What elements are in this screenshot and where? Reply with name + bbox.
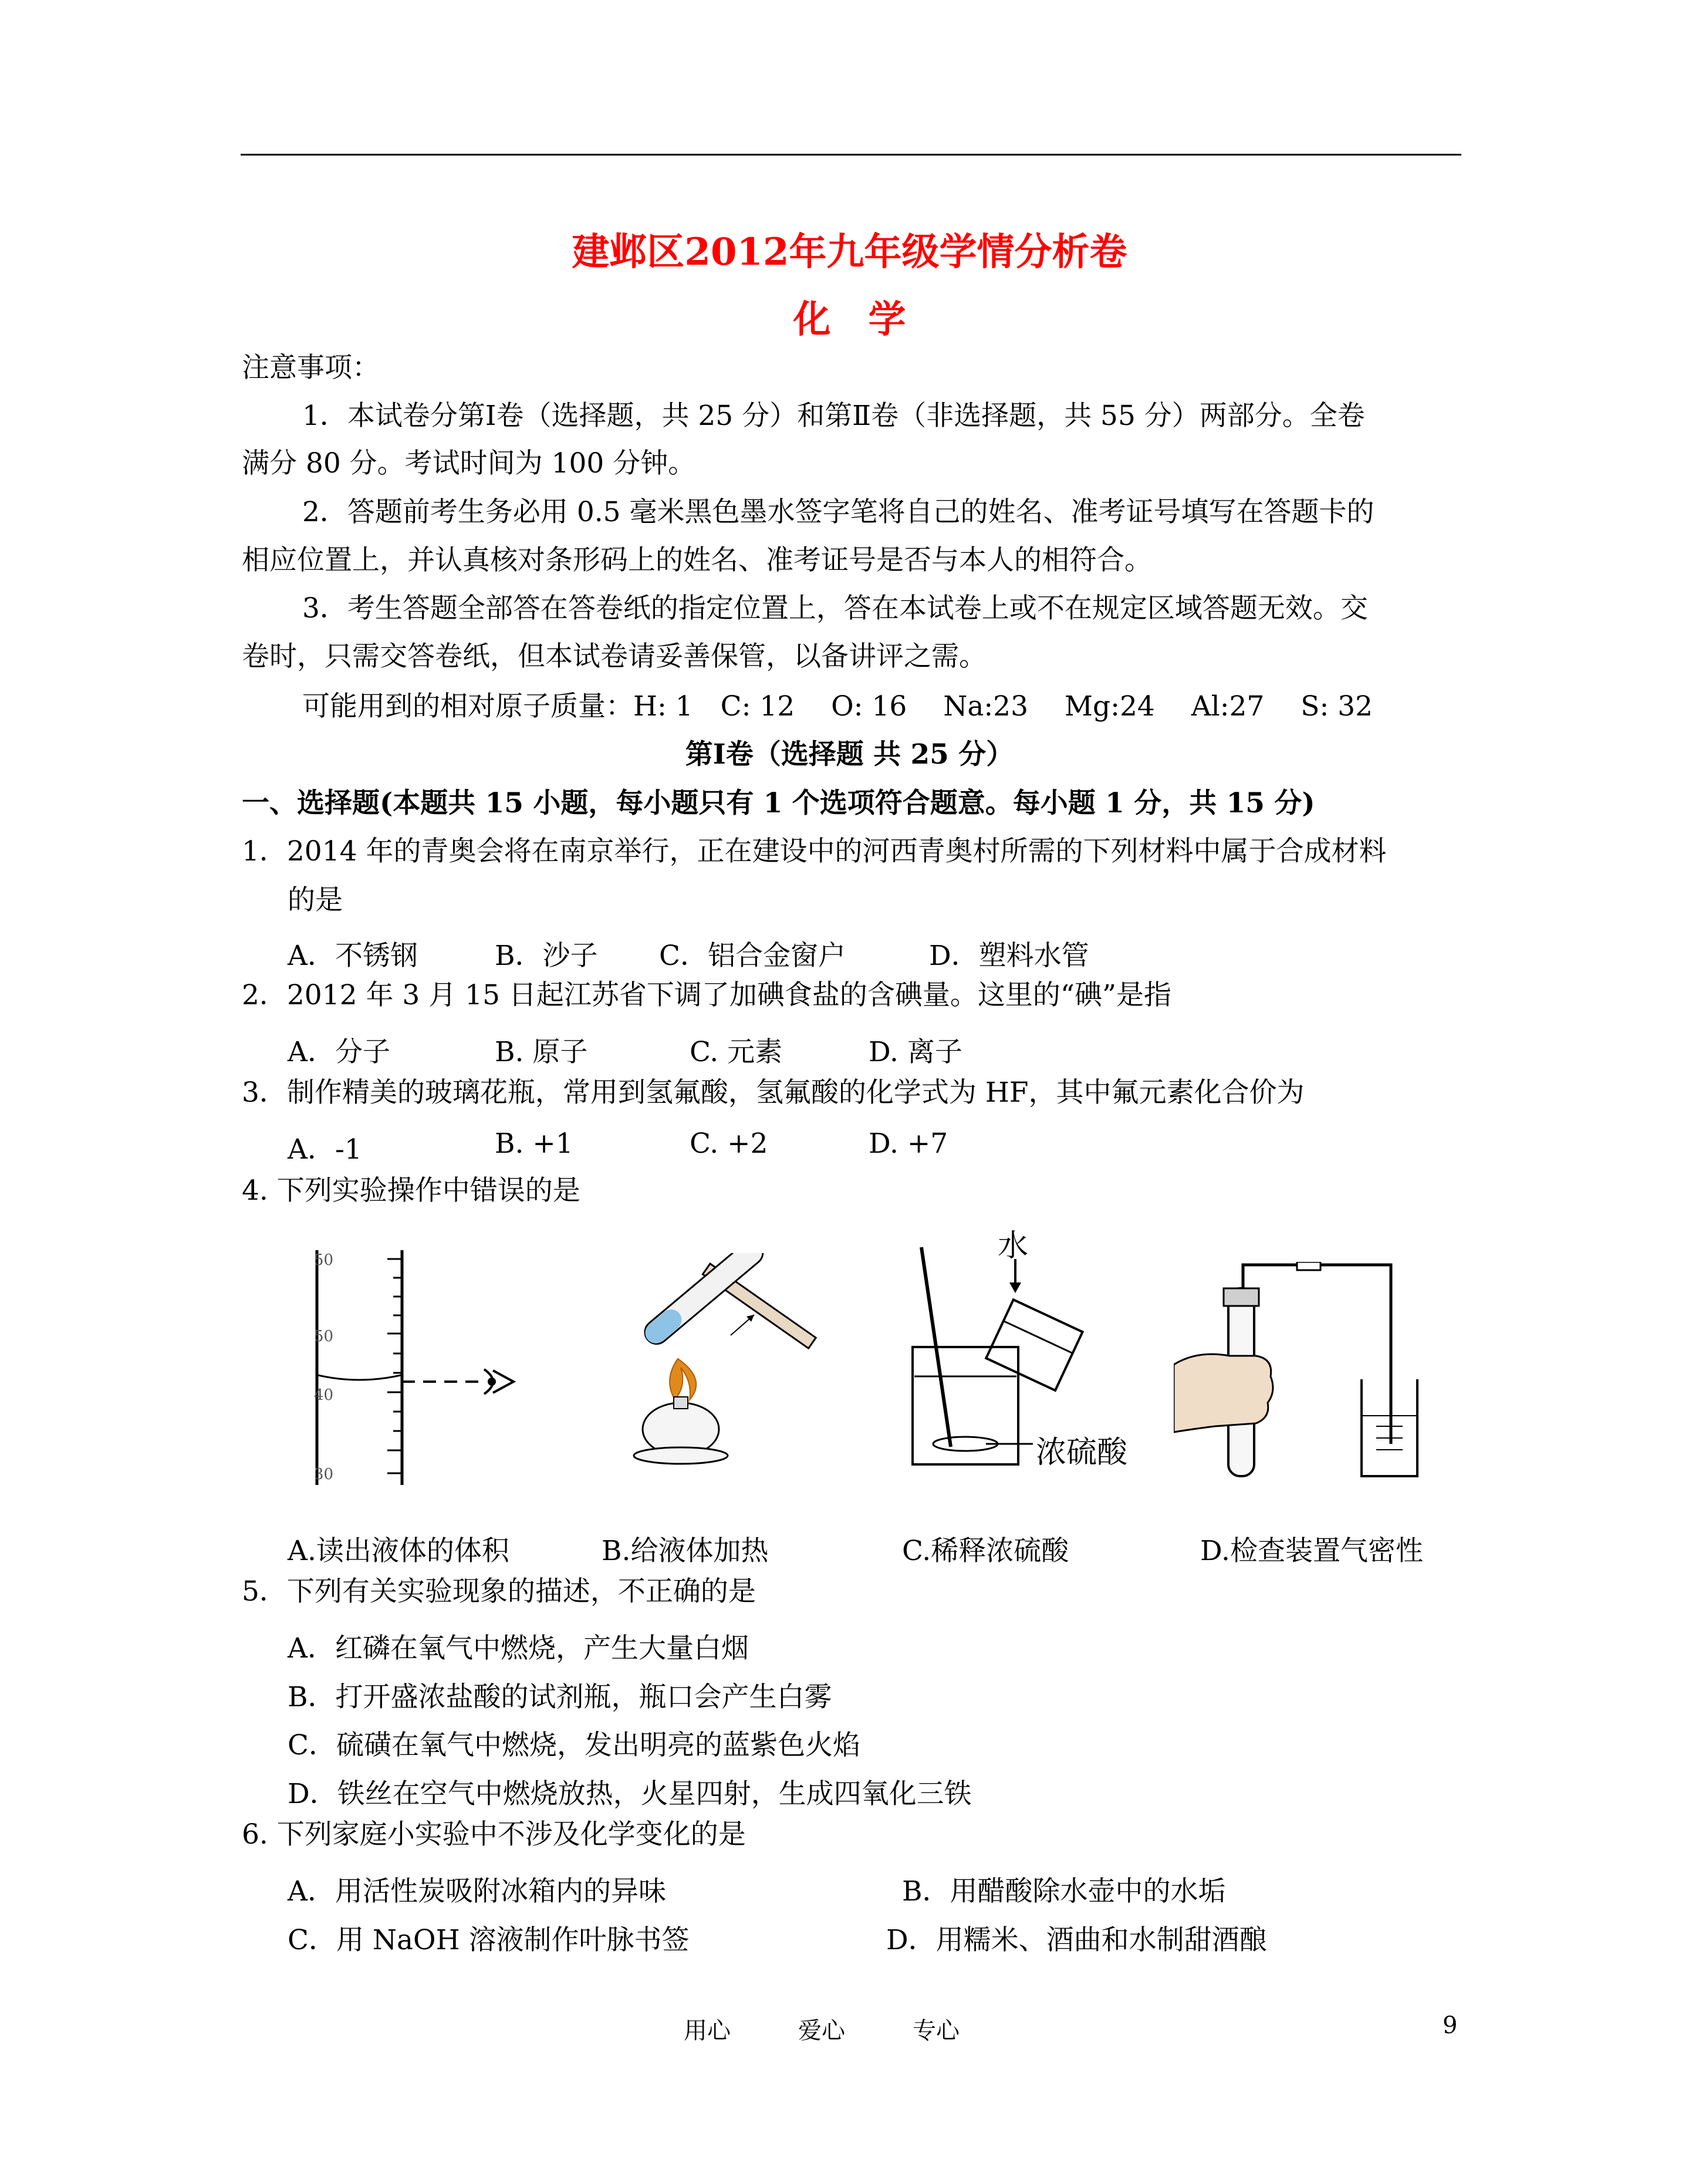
question-1-stem: 1．2014 年的青奥会将在南京举行，正在建设中的河西青奥村所需的下列材料中属于合成材料 — [242, 835, 1387, 867]
footer-motto-3: 专心 — [913, 2017, 960, 2044]
notice-item-2-line-2: 相应位置上，并认真核对条形码上的姓名、准考证号是否与本人的相符合。 — [242, 544, 1152, 576]
q1-option-d: D．塑料水管 — [929, 940, 1089, 972]
figure-b-caption: B.给液体加热 — [602, 1535, 769, 1567]
notice-item-1-line-1: 1．本试卷分第Ⅰ卷（选择题，共 25 分）和第Ⅱ卷（非选择题，共 55 分）两部分。全卷 — [302, 400, 1365, 432]
figure-b-heating-liquid — [604, 1253, 851, 1488]
question-1-stem-cont: 的是 — [288, 884, 343, 916]
q1-option-a: A．不锈钢 — [288, 940, 418, 972]
figure-c-caption: C.稀释浓硫酸 — [902, 1535, 1069, 1567]
water-label: 水 — [998, 1228, 1029, 1264]
question-4-stem: 4. 下列实验操作中错误的是 — [242, 1174, 580, 1207]
notice-item-3-line-2: 卷时，只需交答卷纸，但本试卷请妥善保管，以备讲评之需。 — [242, 640, 987, 673]
cylinder-tick-label: 30 — [314, 1466, 334, 1483]
q5-option-a: A．红磷在氧气中燃烧，产生大量白烟 — [288, 1632, 749, 1665]
question-3-stem: 3．制作精美的玻璃花瓶，常用到氢氟酸，氢氟酸的化学式为 HF，其中氟元素化合价为 — [242, 1076, 1305, 1109]
q2-option-c: C. 元素 — [690, 1036, 783, 1068]
question-6-stem: 6. 下列家庭小实验中不涉及化学变化的是 — [242, 1818, 746, 1851]
figure-a-caption: A.读出液体的体积 — [288, 1535, 509, 1567]
atomic-masses: 可能用到的相对原子质量：H: 1 C: 12 O: 16 Na:23 Mg:24 Al:27 S: 32 — [302, 690, 1373, 723]
q1-option-b: B．沙子 — [495, 940, 598, 972]
section-1-title: 第Ⅰ卷（选择题 共 25 分） — [685, 738, 1014, 771]
figure-d-caption: D.检查装置气密性 — [1200, 1535, 1423, 1567]
q3-option-b: B. +1 — [495, 1128, 573, 1160]
header-rule — [241, 154, 1461, 156]
q2-option-d: D. 离子 — [869, 1036, 962, 1068]
notice-heading: 注意事项： — [242, 352, 380, 384]
figure-a-cylinder-reading — [305, 1247, 540, 1488]
q5-option-c: C．硫磺在氧气中燃烧，发出明亮的蓝紫色火焰 — [288, 1729, 860, 1761]
concentrated-acid-label: 浓硫酸 — [1036, 1435, 1128, 1470]
q3-option-a: A．-1 — [288, 1133, 362, 1166]
q5-option-d: D．铁丝在空气中燃烧放热，火星四射，生成四氧化三铁 — [288, 1778, 972, 1810]
q1-option-c: C．铝合金窗户 — [659, 940, 846, 972]
q6-option-a: A．用活性炭吸附冰箱内的异味 — [288, 1875, 666, 1908]
q5-option-b: B．打开盛浓盐酸的试剂瓶，瓶口会产生白雾 — [288, 1681, 832, 1713]
q3-option-d: D. +7 — [869, 1128, 948, 1160]
q2-option-a: A．分子 — [288, 1036, 390, 1068]
notice-item-2-line-1: 2．答题前考生务必用 0.5 毫米黑色墨水签字笔将自己的姓名、准考证号填写在答题卡的 — [302, 496, 1374, 528]
notice-item-3-line-1: 3．考生答题全部答在答卷纸的指定位置上，答在本试卷上或不在规定区域答题无效。交 — [302, 592, 1368, 625]
cylinder-tick-label: 50 — [314, 1328, 334, 1345]
exam-title: 建邺区2012年九年级学情分析卷 — [572, 230, 1127, 274]
q6-option-c: C．用 NaOH 溶液制作叶脉书签 — [288, 1924, 690, 1956]
q3-option-c: C. +2 — [690, 1128, 768, 1160]
subject-title: 化 学 — [793, 298, 906, 342]
part-1-title: 一、选择题(本题共 15 小题，每小题只有 1 个选项符合题意。每小题 1 分，共 15 分) — [242, 787, 1315, 819]
cylinder-tick-label: 40 — [314, 1386, 334, 1404]
question-5-stem: 5．下列有关实验现象的描述，不正确的是 — [242, 1575, 756, 1608]
footer-motto-2: 爱心 — [798, 2017, 845, 2044]
question-2-stem: 2．2012 年 3 月 15 日起江苏省下调了加碘食盐的含碘量。这里的“碘”是指 — [242, 979, 1171, 1011]
notice-item-1-line-2: 满分 80 分。考试时间为 100 分钟。 — [242, 447, 696, 480]
q2-option-b: B. 原子 — [495, 1036, 588, 1068]
q6-option-b: B．用醋酸除水壶中的水垢 — [902, 1875, 1226, 1908]
q6-option-d: D．用糯米、酒曲和水制甜酒酿 — [886, 1924, 1267, 1956]
figure-d-airtightness-check — [1174, 1262, 1420, 1485]
footer-motto-1: 用心 — [684, 2017, 731, 2044]
cylinder-tick-label: 50 — [314, 1251, 334, 1269]
page-number: 9 — [1443, 2012, 1458, 2039]
